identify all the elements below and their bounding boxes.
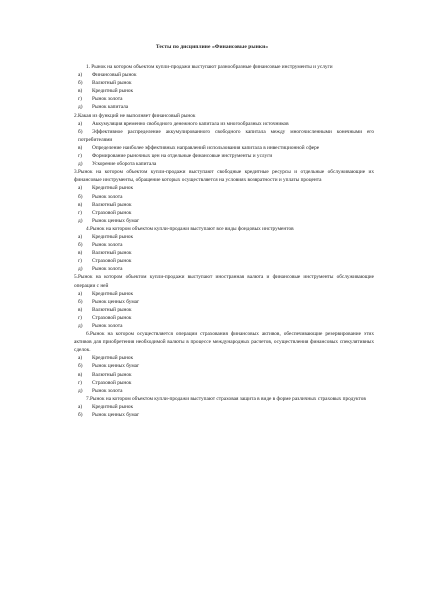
option-text: Рынок ценных бумаг xyxy=(92,298,140,305)
option-text: Валютный рынок xyxy=(92,201,132,208)
option-letter: д) xyxy=(78,387,83,394)
option-text: Формирование рыночных цен на отдельные финансовые инструменты и услуги xyxy=(92,153,273,160)
option-letter: д) xyxy=(78,161,83,168)
answer-option xyxy=(74,201,374,209)
option-letter: г) xyxy=(78,258,82,265)
option-letter: в) xyxy=(78,88,83,95)
option-letter: в) xyxy=(78,306,83,313)
option-letter: б) xyxy=(78,242,83,249)
option-letter: б) xyxy=(78,193,83,200)
answer-option xyxy=(74,257,374,265)
question-text: 7.Рынок на котором объектом купли-продажи выступают страховая защита в виде в форме различных страховых продуктов xyxy=(86,395,366,402)
answer-option xyxy=(74,184,374,192)
answer-option xyxy=(74,379,374,387)
answer-option xyxy=(74,362,374,370)
option-letter: б) xyxy=(78,363,83,370)
option-letter: б) xyxy=(78,128,83,135)
option-text: Валютный рынок xyxy=(92,250,132,257)
answer-option xyxy=(74,87,374,95)
option-text: Страховой рынок xyxy=(92,209,132,216)
question-text: 6.Рынок на котором осуществляется операции страхования финансовых активов, обеспечивающие резервирование этих активов для приобретения необходимой валюты в процессе международных расчетов, осуществления финансовых спекулятивных сделок. xyxy=(74,331,374,354)
option-text: Кредитный рынок xyxy=(92,88,134,95)
option-text: Рынок капитала xyxy=(92,104,129,111)
answer-option xyxy=(74,249,374,257)
option-text: Финансовый рынок xyxy=(92,72,137,79)
option-letter: б) xyxy=(78,412,83,419)
option-text: Страховой рынок xyxy=(92,314,132,321)
option-text: Аккумуляция временно свободного денежного капитала из многообразных источников xyxy=(92,120,289,127)
option-letter: а) xyxy=(78,233,83,240)
question-text: 2.Какая из функций не выполняет финансовый рынок xyxy=(74,112,196,119)
option-text: Ускорение оборота капитала xyxy=(92,161,157,168)
answer-option xyxy=(74,79,374,87)
option-text: Страховой рынок xyxy=(92,379,132,386)
option-text: Рынок золота xyxy=(92,266,123,273)
option-letter: в) xyxy=(78,250,83,257)
answer-option xyxy=(74,95,374,103)
answer-option xyxy=(74,354,374,362)
option-text: Рынок золота xyxy=(92,242,123,249)
option-letter: г) xyxy=(78,96,82,103)
answer-option xyxy=(74,193,374,201)
answer-option xyxy=(74,298,374,306)
option-letter: д) xyxy=(78,104,83,111)
option-letter: г) xyxy=(78,153,82,160)
answer-option xyxy=(74,241,374,249)
option-letter: б) xyxy=(78,298,83,305)
option-text: Валютный рынок xyxy=(92,80,132,87)
option-letter: в) xyxy=(78,144,83,151)
option-letter: г) xyxy=(78,314,82,321)
answer-option xyxy=(74,209,374,217)
option-letter: д) xyxy=(78,217,83,224)
option-text: Рынок золота xyxy=(92,387,123,394)
option-letter: а) xyxy=(78,120,83,127)
document-title: Тесты по дисциплине «Финансовые рынки» xyxy=(155,44,269,50)
answer-option xyxy=(74,120,374,128)
option-letter: в) xyxy=(78,371,83,378)
question-text: 4.Рынок на котором объектом купли-продажи выступают все виды фондовых инструментов xyxy=(86,225,294,232)
option-text: Рынок золота xyxy=(92,193,123,200)
question-text: 3.Рынок на котором объектом купли-продажи выступают свободные кредитные ресурсы и отдельные обслуживающие их финансовые инструменты, обращение которых осуществляется на условиях возвратности и уплаты процента xyxy=(74,169,374,184)
answer-option xyxy=(74,152,374,160)
answer-option xyxy=(74,217,374,225)
answer-option xyxy=(74,403,374,411)
option-letter: д) xyxy=(78,266,83,273)
answer-option xyxy=(74,322,374,330)
option-text: Рынок золота xyxy=(92,96,123,103)
option-text: Кредитный рынок xyxy=(92,290,134,297)
option-letter: б) xyxy=(78,80,83,87)
option-letter: а) xyxy=(78,403,83,410)
option-text: Эффективное распределение аккумулированного свободного капитала между многочисленными конечными его потребителями xyxy=(78,128,374,143)
question-text: 5.Рынок на котором объектом купли-продажи выступают иностранная валюта и финансовые инструменты обслуживающие операции с ней xyxy=(74,274,374,289)
option-text: Рынок ценных бумаг xyxy=(92,363,140,370)
option-text: Рынок ценных бумаг xyxy=(92,412,140,419)
option-text: Определение наиболее эффективных направлений использования капитала в инвестиционной сфере xyxy=(92,144,320,151)
option-letter: г) xyxy=(78,209,82,216)
option-letter: а) xyxy=(78,290,83,297)
option-text: Кредитный рынок xyxy=(92,403,134,410)
option-letter: в) xyxy=(78,201,83,208)
option-letter: г) xyxy=(78,379,82,386)
option-text: Кредитный рынок xyxy=(92,355,134,362)
option-text: Валютный рынок xyxy=(92,371,132,378)
answer-option xyxy=(74,411,374,419)
option-letter: а) xyxy=(78,355,83,362)
document-body xyxy=(74,63,374,419)
answer-option xyxy=(74,71,374,79)
option-text: Рынок ценных бумаг xyxy=(92,217,140,224)
option-text: Кредитный рынок xyxy=(92,185,134,192)
answer-option xyxy=(74,290,374,298)
answer-option xyxy=(74,144,374,152)
option-letter: а) xyxy=(78,72,83,79)
question-text: 1. Рынок на котором объектом купли-продажи выступают разнообразные финансовые инструменты и услуги xyxy=(86,64,333,70)
option-text: Валютный рынок xyxy=(92,306,132,313)
option-letter: а) xyxy=(78,185,83,192)
option-text: Рынок золота xyxy=(92,323,123,329)
answer-option xyxy=(74,314,374,322)
answer-option xyxy=(74,103,374,111)
option-text: Кредитный рынок xyxy=(92,233,134,240)
option-text: Страховой рынок xyxy=(92,258,132,265)
answer-option xyxy=(74,128,374,144)
answer-option xyxy=(74,233,374,241)
answer-option xyxy=(74,265,374,273)
answer-option xyxy=(74,160,374,168)
answer-option xyxy=(74,306,374,314)
answer-option xyxy=(74,387,374,395)
option-letter: д) xyxy=(78,323,83,329)
answer-option xyxy=(74,371,374,379)
